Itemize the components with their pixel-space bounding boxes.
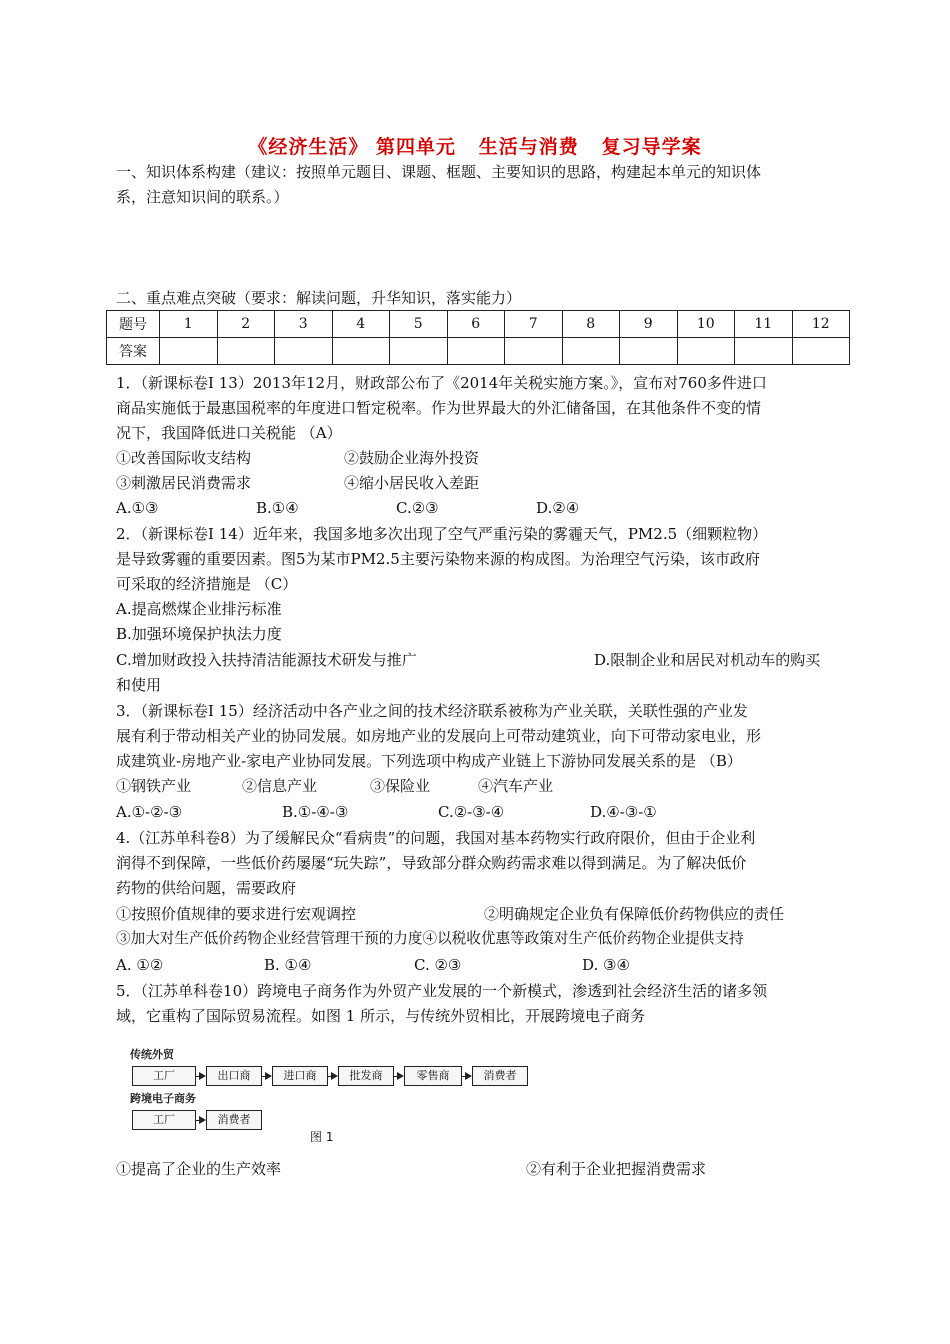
section1-text-line2: 系，注意知识间的联系。） bbox=[116, 188, 289, 206]
flow-arrow bbox=[262, 1076, 270, 1077]
q4-option-1: ①按照价值规律的要求进行宏观调控 bbox=[116, 905, 357, 923]
q4-stem-line3: 药物的供给问题，需要政府 bbox=[116, 879, 297, 897]
answer-table-number-row bbox=[107, 311, 850, 338]
q1-choice-d: D.②④ bbox=[536, 499, 580, 517]
q1-choice-b: B.①④ bbox=[256, 499, 299, 517]
q2-choice-a: A.提高燃煤企业排污标准 bbox=[116, 600, 282, 618]
q3-stem-line3: 成建筑业-房地产业-家电产业协同发展。下列选项中构成产业链上下游协同发展关系的是 （B） bbox=[116, 752, 742, 770]
question-number-cell: 9 bbox=[620, 311, 678, 338]
answer-cell[interactable] bbox=[332, 338, 390, 365]
traditional-trade-label: 传统外贸 bbox=[130, 1048, 174, 1061]
q4-option-2: ②明确规定企业负有保障低价药物供应的责任 bbox=[484, 905, 785, 923]
q1-choice-a: A.①③ bbox=[116, 499, 159, 517]
question-number-cell: 3 bbox=[275, 311, 333, 338]
question-number-cell: 1 bbox=[160, 311, 218, 338]
flow-box-exporter: 出口商 bbox=[206, 1066, 262, 1086]
flow-arrow bbox=[328, 1076, 336, 1077]
q5-option-1: ①提高了企业的生产效率 bbox=[116, 1160, 282, 1178]
q1-stem-line2: 商品实施低于最惠国税率的年度进口暂定税率。作为世界最大的外汇储备国，在其他条件不变的情 bbox=[116, 399, 762, 417]
answer-cell[interactable] bbox=[160, 338, 218, 365]
q3-option-4: ④汽车产业 bbox=[478, 777, 554, 795]
q3-choice-c: C.②-③-④ bbox=[438, 803, 505, 821]
q3-stem-line2: 展有利于带动相关产业的协同发展。如房地产业的发展向上可带动建筑业，向下可带动家电业，形 bbox=[116, 727, 762, 745]
question-number-cell: 11 bbox=[735, 311, 793, 338]
q2-choice-d-line1: D.限制企业和居民对机动车的购买 bbox=[594, 651, 821, 669]
flow-box-factory: 工厂 bbox=[132, 1110, 196, 1130]
q3-option-3: ③保险业 bbox=[370, 777, 431, 795]
q2-choice-b: B.加强环境保护执法力度 bbox=[116, 625, 282, 643]
answer-cell[interactable] bbox=[792, 338, 850, 365]
q3-choice-d: D.④-③-① bbox=[590, 803, 657, 821]
q4-choice-a: A. ①② bbox=[116, 956, 164, 974]
question-number-cell: 4 bbox=[332, 311, 390, 338]
flow-arrow bbox=[394, 1076, 402, 1077]
flow-box-wholesaler: 批发商 bbox=[338, 1066, 394, 1086]
q5-stem-line1: 5．（江苏单科卷10）跨境电子商务作为外贸产业发展的一个新模式，渗透到社会经济生活的诸多领 bbox=[116, 982, 768, 1000]
q4-option-3-4: ③加大对生产低价药物企业经营管理干预的力度④以税收优惠等政策对生产低价药物企业提供支持 bbox=[116, 930, 744, 947]
answer-cell[interactable] bbox=[447, 338, 505, 365]
flow-box-factory: 工厂 bbox=[132, 1066, 196, 1086]
answer-cell[interactable] bbox=[735, 338, 793, 365]
section2-heading: 二、重点难点突破（要求：解读问题，升华知识，落实能力） bbox=[116, 289, 522, 307]
flow-box-consumer: 消费者 bbox=[206, 1110, 262, 1130]
question-number-cell: 5 bbox=[390, 311, 448, 338]
q1-option-1: ①改善国际收支结构 bbox=[116, 449, 252, 467]
question-number-cell: 2 bbox=[217, 311, 275, 338]
figure-caption: 图 1 bbox=[310, 1130, 334, 1144]
answer-cell[interactable] bbox=[677, 338, 735, 365]
answer-cell[interactable] bbox=[217, 338, 275, 365]
q4-choice-c: C. ②③ bbox=[414, 956, 462, 974]
flow-arrow bbox=[196, 1120, 204, 1121]
figure-1-trade-flow bbox=[130, 1046, 550, 1146]
question-number-cell: 7 bbox=[505, 311, 563, 338]
row-label-number: 题号 bbox=[107, 311, 160, 338]
q3-option-2: ②信息产业 bbox=[242, 777, 318, 795]
q1-stem-line1: 1．（新课标卷Ⅰ 13）2013年12月，财政部公布了《2014年关税实施方案。》，宣布对760多件进口 bbox=[116, 374, 767, 392]
question-number-cell: 12 bbox=[792, 311, 850, 338]
q1-stem-line3: 况下，我国降低进口关税能 （A） bbox=[116, 424, 342, 442]
q3-option-1: ①钢铁产业 bbox=[116, 777, 192, 795]
q2-stem-line3: 可采取的经济措施是 （C） bbox=[116, 575, 298, 593]
q2-stem-line1: 2．（新课标卷Ⅰ 14）近年来，我国多地多次出现了空气严重污染的雾霾天气，PM2.5（细颗粒物） bbox=[116, 525, 768, 543]
q4-choice-d: D. ③④ bbox=[582, 956, 630, 974]
flow-box-consumer: 消费者 bbox=[472, 1066, 528, 1086]
answer-cell[interactable] bbox=[390, 338, 448, 365]
q2-choice-d-line2: 和使用 bbox=[116, 676, 162, 694]
page-title: 《经济生活》 第四单元 生活与消费 复习导学案 bbox=[248, 136, 702, 158]
flow-box-importer: 进口商 bbox=[272, 1066, 328, 1086]
q4-stem-line1: 4.（江苏单科卷8）为了缓解民众“看病贵”的问题，我国对基本药物实行政府限价，但由于企业利 bbox=[116, 829, 756, 847]
cross-border-ecommerce-label: 跨境电子商务 bbox=[130, 1092, 196, 1105]
q4-stem-line2: 润得不到保障，一些低价药屡屡“玩失踪”，导致部分群众购药需求难以得到满足。为了解决低价 bbox=[116, 854, 747, 872]
answer-table-answer-row bbox=[107, 338, 850, 365]
q5-option-2: ②有利于企业把握消费需求 bbox=[526, 1160, 707, 1178]
q5-stem-line2: 域，它重构了国际贸易流程。如图 1 所示，与传统外贸相比，开展跨境电子商务 bbox=[116, 1007, 646, 1025]
q2-choice-c: C.增加财政投入扶持清洁能源技术研发与推广 bbox=[116, 651, 417, 669]
q3-choice-b: B.①-④-③ bbox=[282, 803, 349, 821]
answer-cell[interactable] bbox=[562, 338, 620, 365]
section1-text-line1: 一、知识体系构建（建议：按照单元题目、课题、框题、主要知识的思路，构建起本单元的知识体 bbox=[116, 163, 762, 181]
answer-table bbox=[106, 310, 850, 365]
question-number-cell: 8 bbox=[562, 311, 620, 338]
q1-choice-c: C.②③ bbox=[396, 499, 439, 517]
q1-option-2: ②鼓励企业海外投资 bbox=[344, 449, 480, 467]
q1-option-4: ④缩小居民收入差距 bbox=[344, 474, 480, 492]
answer-cell[interactable] bbox=[505, 338, 563, 365]
flow-arrow bbox=[462, 1076, 470, 1077]
answer-cell[interactable] bbox=[275, 338, 333, 365]
row-label-answer: 答案 bbox=[107, 338, 160, 365]
flow-arrow bbox=[196, 1076, 204, 1077]
q3-stem-line1: 3．（新课标卷Ⅰ 15）经济活动中各产业之间的技术经济联系被称为产业关联，关联性强的产业发 bbox=[116, 702, 748, 720]
q4-choice-b: B. ①④ bbox=[264, 956, 312, 974]
q2-stem-line2: 是导致雾霾的重要因素。图5为某市PM2.5主要污染物来源的构成图。为治理空气污染，该市政府 bbox=[116, 550, 760, 568]
question-number-cell: 6 bbox=[447, 311, 505, 338]
flow-box-retailer: 零售商 bbox=[404, 1066, 462, 1086]
q3-choice-a: A.①-②-③ bbox=[116, 803, 183, 821]
q1-option-3: ③刺激居民消费需求 bbox=[116, 474, 252, 492]
question-number-cell: 10 bbox=[677, 311, 735, 338]
answer-cell[interactable] bbox=[620, 338, 678, 365]
